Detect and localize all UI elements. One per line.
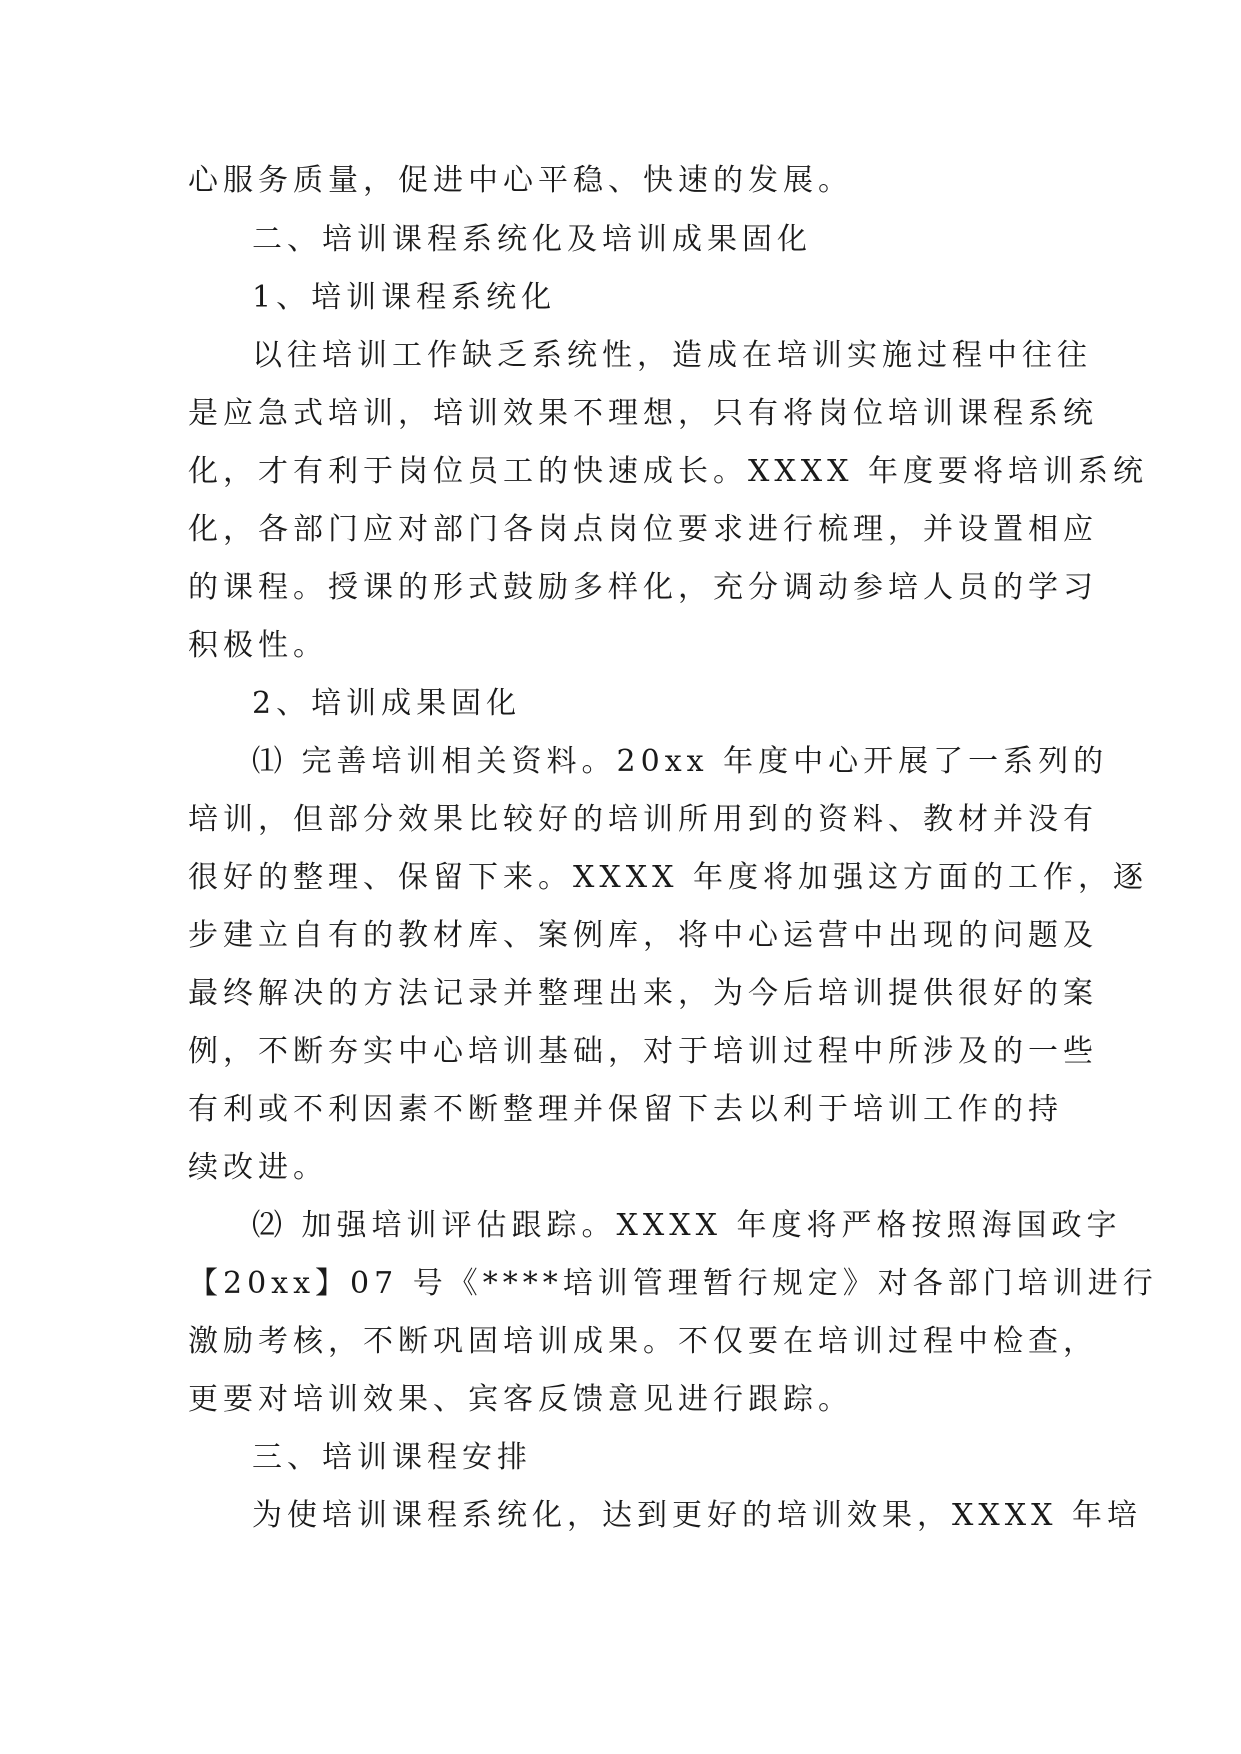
text-line: 的课程。授课的形式鼓励多样化，充分调动参培人员的学习 <box>188 570 1098 605</box>
text-line: 激励考核，不断巩固培训成果。不仅要在培训过程中检查， <box>188 1324 1098 1359</box>
text-line: 【20xx】07 号《****培训管理暂行规定》对各部门培训进行 <box>188 1266 1158 1301</box>
text-line: 积极性。 <box>188 628 328 663</box>
text-line: 心服务质量，促进中心平稳、快速的发展。 <box>188 163 853 198</box>
text-line: 为使培训课程系统化，达到更好的培训效果，XXXX 年培 <box>252 1498 1142 1533</box>
text-line: 培训，但部分效果比较好的培训所用到的资料、教材并没有 <box>188 802 1098 837</box>
text-line: 步建立自有的教材库、案例库，将中心运营中出现的问题及 <box>188 918 1098 953</box>
text-line: 很好的整理、保留下来。XXXX 年度将加强这方面的工作，逐 <box>188 860 1148 895</box>
text-line: 以往培训工作缺乏系统性，造成在培训实施过程中往往 <box>252 338 1092 373</box>
text-line: 化，才有利于岗位员工的快速成长。XXXX 年度要将培训系统 <box>188 454 1148 489</box>
section-heading: 三、培训课程安排 <box>252 1440 532 1475</box>
text-line: 续改进。 <box>188 1150 328 1185</box>
text-line: ⑴ 完善培训相关资料。20xx 年度中心开展了一系列的 <box>252 744 1109 779</box>
text-line: 例，不断夯实中心培训基础，对于培训过程中所涉及的一些 <box>188 1034 1098 1069</box>
text-line: 更要对培训效果、宾客反馈意见进行跟踪。 <box>188 1382 853 1417</box>
text-line: 化，各部门应对部门各岗点岗位要求进行梳理，并设置相应 <box>188 512 1098 547</box>
subsection-heading: 1、培训课程系统化 <box>252 280 557 315</box>
text-line: 有利或不利因素不断整理并保留下去以利于培训工作的持 <box>188 1092 1063 1127</box>
section-heading: 二、培训课程系统化及培训成果固化 <box>252 222 812 257</box>
subsection-heading: 2、培训成果固化 <box>252 686 522 721</box>
text-line: ⑵ 加强培训评估跟踪。XXXX 年度将严格按照海国政字 <box>252 1208 1122 1243</box>
text-line: 是应急式培训，培训效果不理想，只有将岗位培训课程系统 <box>188 396 1098 431</box>
text-line: 最终解决的方法记录并整理出来，为今后培训提供很好的案 <box>188 976 1098 1011</box>
